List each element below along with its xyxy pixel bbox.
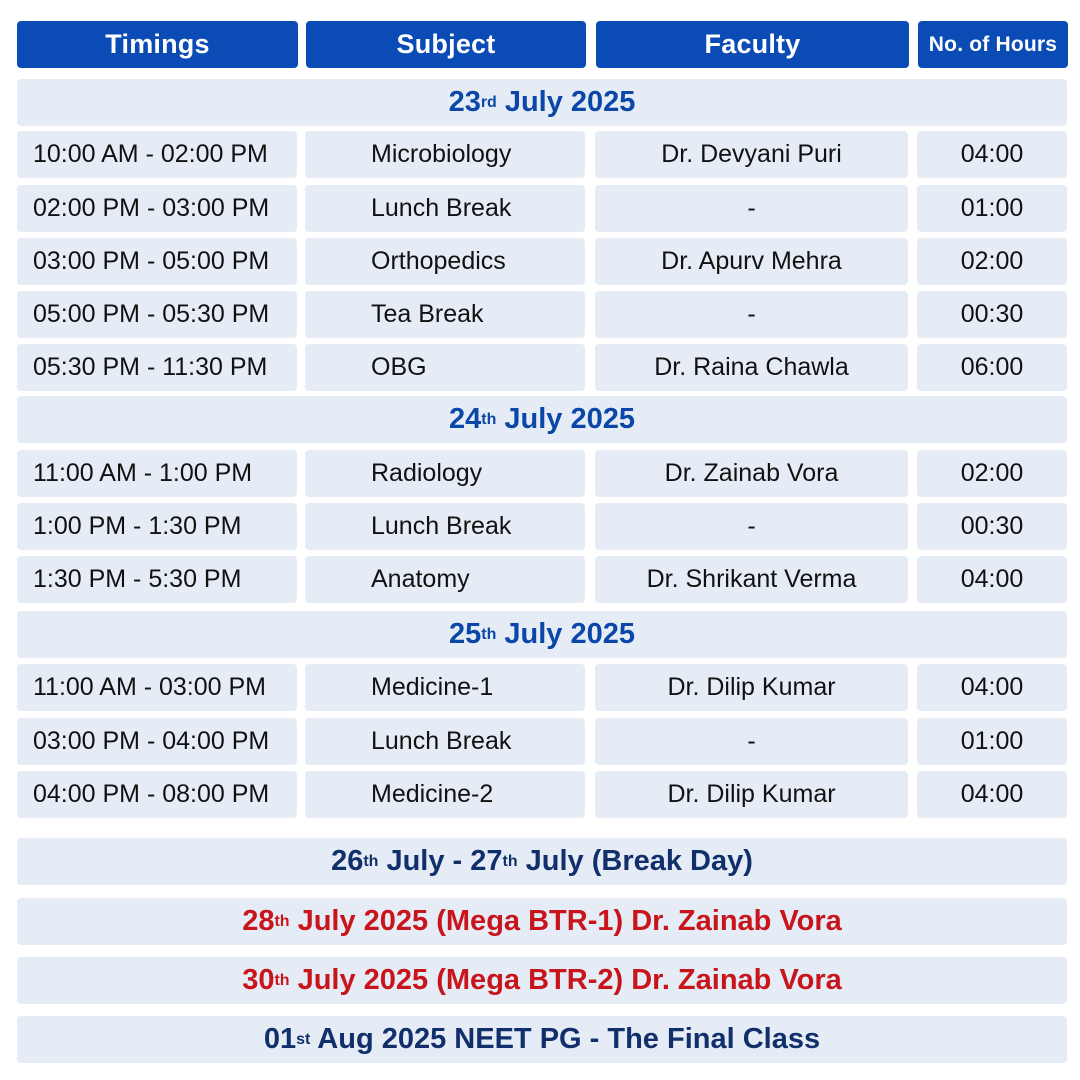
header-timings: Timings — [17, 21, 298, 68]
row-time: 02:00 PM - 03:00 PM — [17, 185, 297, 232]
break-start-rest: July - — [378, 845, 471, 877]
date-day: 23 — [448, 86, 481, 118]
row-hours: 04:00 — [917, 556, 1067, 603]
header-subject: Subject — [306, 21, 586, 68]
break-day-bar: 26 th July - 27 th July (Break Day) — [17, 838, 1067, 885]
break-start-day: 26 — [331, 845, 364, 877]
row-subject: Lunch Break — [305, 718, 585, 765]
btr2-day: 30 — [242, 964, 275, 996]
row-faculty: Dr. Shrikant Verma — [595, 556, 908, 603]
row-hours: 06:00 — [917, 344, 1067, 391]
btr2-rest: July 2025 (Mega BTR-2) Dr. Zainab Vora — [289, 964, 842, 996]
date-rest: July 2025 — [496, 403, 635, 435]
row-hours: 01:00 — [917, 718, 1067, 765]
row-faculty: Dr. Zainab Vora — [595, 450, 908, 497]
row-hours: 02:00 — [917, 450, 1067, 497]
row-subject: Microbiology — [305, 131, 585, 178]
mega-btr-2-bar: 30 th July 2025 (Mega BTR-2) Dr. Zainab Vora — [17, 957, 1067, 1004]
row-time: 1:00 PM - 1:30 PM — [17, 503, 297, 550]
row-time: 05:30 PM - 11:30 PM — [17, 344, 297, 391]
row-subject: Radiology — [305, 450, 585, 497]
header-hours: No. of Hours — [918, 21, 1068, 68]
row-time: 1:30 PM - 5:30 PM — [17, 556, 297, 603]
row-hours: 02:00 — [917, 238, 1067, 285]
break-end-day: 27 — [470, 845, 503, 877]
row-hours: 04:00 — [917, 664, 1067, 711]
row-hours: 00:30 — [917, 503, 1067, 550]
final-day: 01 — [263, 1023, 297, 1055]
final-class-bar: 01 st Aug 2025 NEET PG - The Final Class — [17, 1016, 1067, 1063]
date-rest: July 2025 — [496, 86, 636, 118]
row-hours: 04:00 — [917, 131, 1067, 178]
date-day: 25 — [449, 618, 482, 650]
row-subject: OBG — [305, 344, 585, 391]
row-time: 10:00 AM - 02:00 PM — [17, 131, 297, 178]
btr1-day: 28 — [242, 905, 275, 937]
row-hours: 04:00 — [917, 771, 1067, 818]
row-subject: Tea Break — [305, 291, 585, 338]
row-subject: Lunch Break — [305, 185, 585, 232]
btr1-rest: July 2025 (Mega BTR-1) Dr. Zainab Vora — [289, 905, 842, 937]
row-faculty: Dr. Devyani Puri — [595, 131, 908, 178]
row-time: 11:00 AM - 1:00 PM — [17, 450, 297, 497]
date-bar-day-3: 25 th July 2025 — [17, 611, 1067, 658]
row-time: 11:00 AM - 03:00 PM — [17, 664, 297, 711]
row-faculty: - — [595, 185, 908, 232]
row-subject: Medicine-2 — [305, 771, 585, 818]
row-time: 04:00 PM - 08:00 PM — [17, 771, 297, 818]
final-rest: Aug 2025 NEET PG - The Final Class — [310, 1023, 821, 1055]
row-time: 03:00 PM - 04:00 PM — [17, 718, 297, 765]
mega-btr-1-bar: 28 th July 2025 (Mega BTR-1) Dr. Zainab Vora — [17, 898, 1067, 945]
date-bar-day-1: 23 rd July 2025 — [17, 79, 1067, 126]
row-faculty: Dr. Raina Chawla — [595, 344, 908, 391]
break-end-rest: July (Break Day) — [517, 845, 753, 877]
row-subject: Lunch Break — [305, 503, 585, 550]
row-time: 05:00 PM - 05:30 PM — [17, 291, 297, 338]
row-hours: 00:30 — [917, 291, 1067, 338]
row-faculty: Dr. Dilip Kumar — [595, 664, 908, 711]
row-subject: Medicine-1 — [305, 664, 585, 711]
row-faculty: - — [595, 718, 908, 765]
row-subject: Anatomy — [305, 556, 585, 603]
date-bar-day-2: 24 th July 2025 — [17, 396, 1067, 443]
row-faculty: Dr. Apurv Mehra — [595, 238, 908, 285]
row-subject: Orthopedics — [305, 238, 585, 285]
row-faculty: - — [595, 291, 908, 338]
row-faculty: Dr. Dilip Kumar — [595, 771, 908, 818]
row-time: 03:00 PM - 05:00 PM — [17, 238, 297, 285]
date-rest: July 2025 — [496, 618, 635, 650]
date-day: 24 — [449, 403, 482, 435]
row-hours: 01:00 — [917, 185, 1067, 232]
header-faculty: Faculty — [596, 21, 909, 68]
row-faculty: - — [595, 503, 908, 550]
